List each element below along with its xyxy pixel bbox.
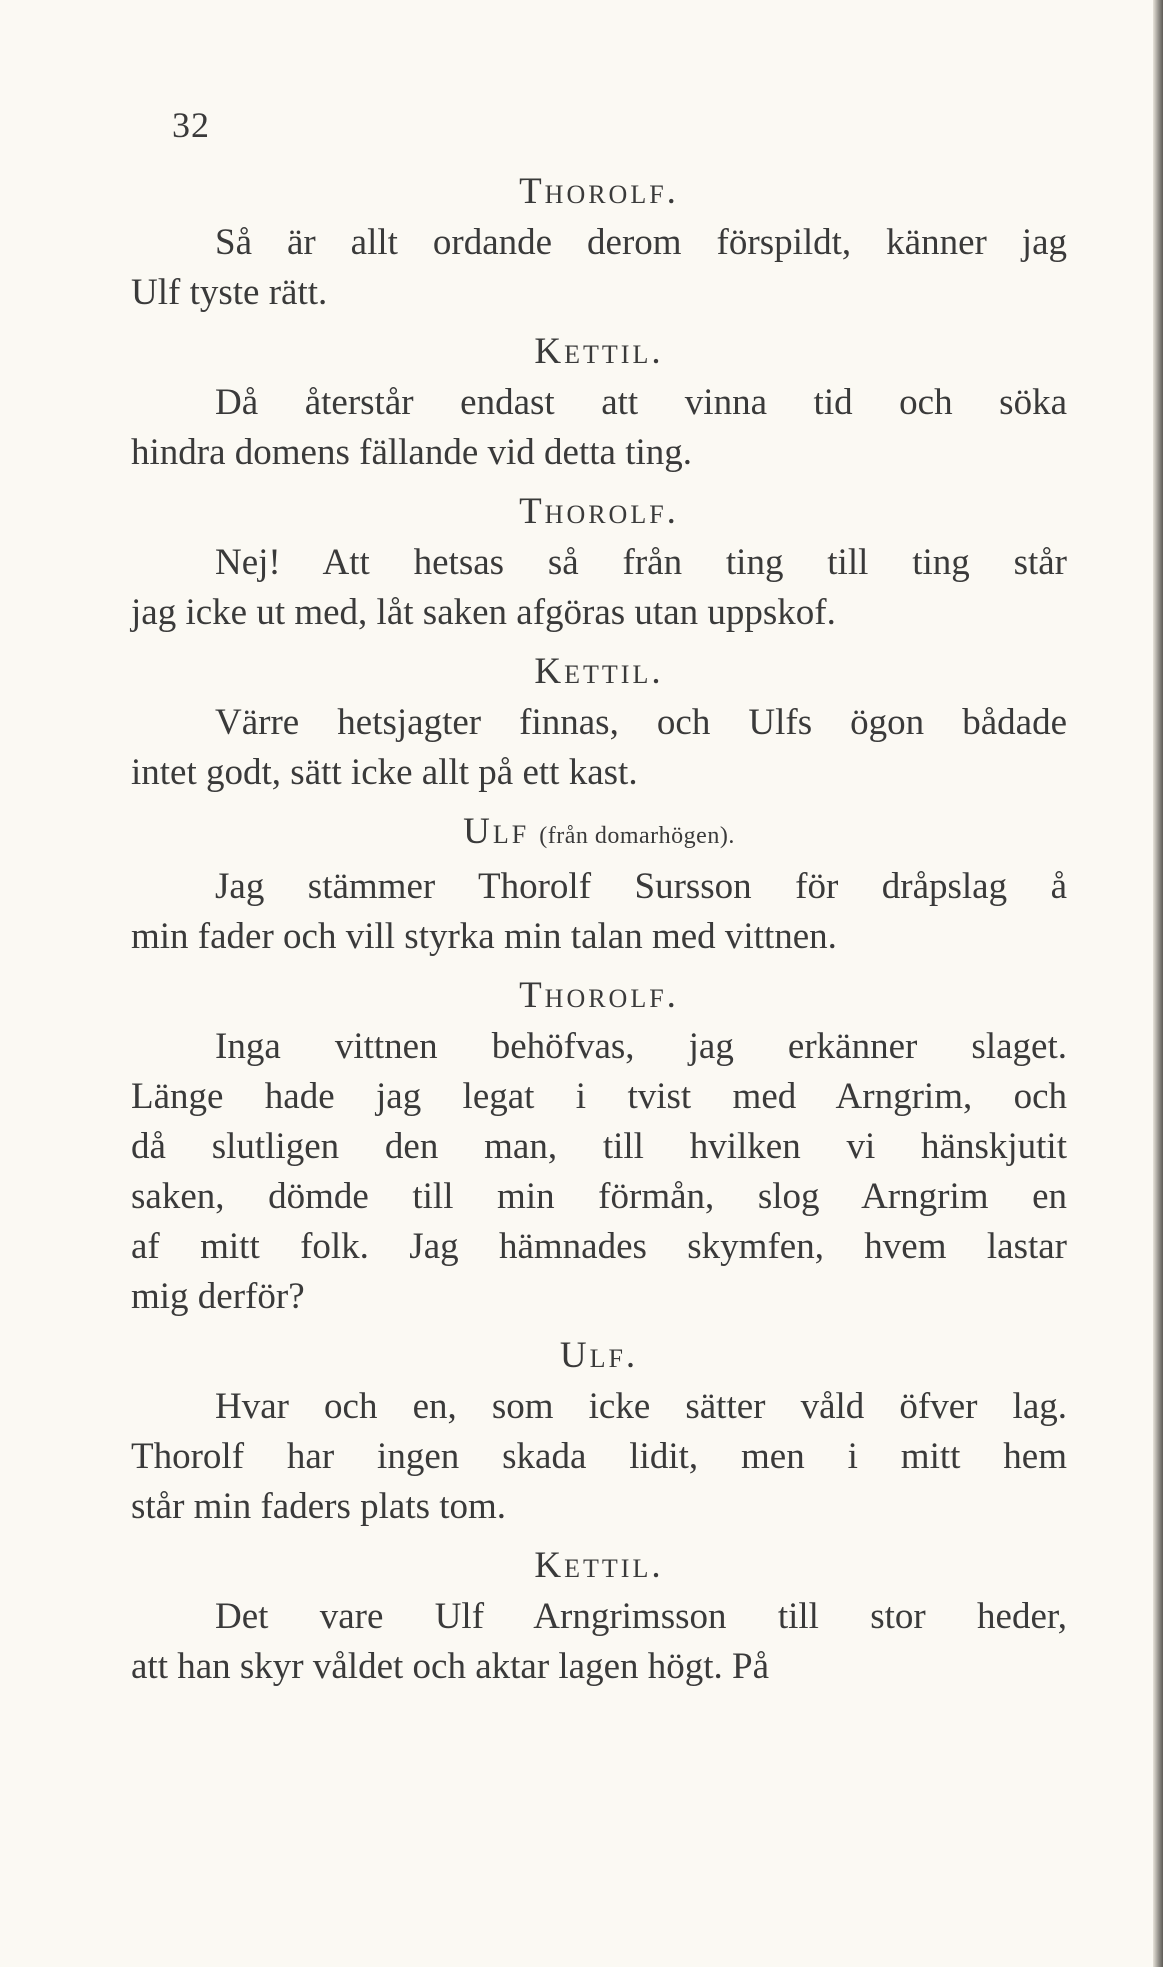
speaker-heading: [131, 1540, 1067, 1592]
speaker-heading: [131, 806, 1067, 862]
speech-paragraph: [131, 1382, 1067, 1532]
speech-paragraph: [131, 862, 1067, 962]
speech-paragraph: [131, 218, 1067, 318]
text-line: Så är allt ordande derom förspildt, känner jag: [215, 222, 1067, 263]
stage-direction: (från domarhögen).: [539, 823, 735, 849]
speaker-name: Ulf.: [559, 1335, 639, 1376]
text-line: Inga vittnen behöfvas, jag erkänner slaget.: [215, 1026, 1067, 1067]
speech-paragraph: [131, 698, 1067, 798]
text-line: jag icke ut med, låt saken afgöras utan uppskof.: [131, 592, 836, 633]
text-line: Ulf tyste rätt.: [131, 272, 328, 313]
speaker-heading: [131, 1330, 1067, 1382]
text-line: hindra domens fällande vid detta ting.: [131, 432, 693, 473]
speech-paragraph: [131, 378, 1067, 478]
speaker-name: Thorolf.: [519, 975, 679, 1016]
speech-paragraph: [131, 538, 1067, 638]
text-line: saken, dömde till min förmån, slog Arngrim en: [131, 1176, 1067, 1217]
text-line: står min faders plats tom.: [131, 1486, 507, 1527]
page-number: 32: [172, 105, 210, 145]
text-line: Länge hade jag legat i tvist med Arngrim, och: [131, 1076, 1067, 1117]
text-line: att han skyr våldet och aktar lagen högt. På: [131, 1646, 770, 1687]
text-line: Thorolf har ingen skada lidit, men i mitt hem: [131, 1436, 1067, 1477]
speaker-heading: [131, 166, 1067, 218]
speaker-name: Kettil.: [534, 331, 664, 372]
text-line: intet godt, sätt icke allt på ett kast.: [131, 752, 638, 793]
text-line: Värre hetsjagter finnas, och Ulfs ögon bådade: [215, 702, 1067, 743]
speaker-heading: [131, 486, 1067, 538]
speaker-heading: [131, 970, 1067, 1022]
text-line: Det vare Ulf Arngrimsson till stor heder,: [215, 1596, 1067, 1637]
text-line: Hvar och en, som icke sätter våld öfver lag.: [215, 1386, 1067, 1427]
text-line: mig derför?: [131, 1276, 305, 1317]
speaker-name: Kettil.: [534, 1545, 664, 1586]
page-body: [131, 166, 1067, 1700]
text-line: min fader och vill styrka min talan med vittnen.: [131, 916, 837, 957]
text-line: Då återstår endast att vinna tid och söka: [215, 382, 1067, 423]
text-line: Nej! Att hetsas så från ting till ting står: [215, 542, 1067, 583]
speaker-heading: [131, 646, 1067, 698]
speaker-name: Thorolf.: [519, 491, 679, 532]
speaker-name: Kettil.: [534, 651, 664, 692]
text-line: Jag stämmer Thorolf Sursson för dråpslag å: [215, 866, 1067, 907]
text-line: då slutligen den man, till hvilken vi hänskjutit: [131, 1126, 1067, 1167]
page-edge: [1153, 0, 1163, 1967]
speaker-name: Thorolf.: [519, 171, 679, 212]
text-line: af mitt folk. Jag hämnades skymfen, hvem lastar: [131, 1226, 1067, 1267]
speaker-heading: [131, 326, 1067, 378]
speech-paragraph: [131, 1022, 1067, 1322]
speaker-name: Ulf: [463, 811, 530, 852]
speech-paragraph: [131, 1592, 1067, 1692]
